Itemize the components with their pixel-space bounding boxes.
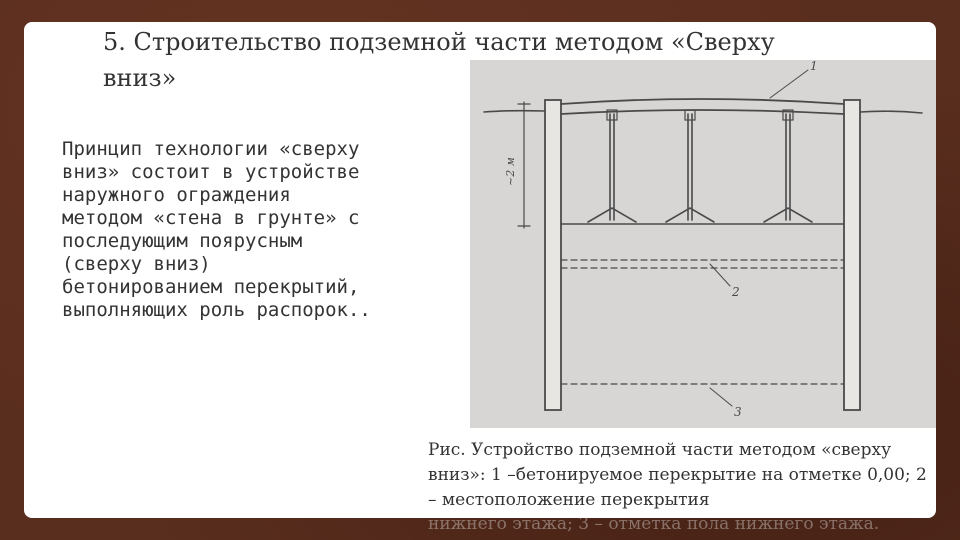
- label-3: 3: [734, 405, 742, 419]
- ground-line-left: [484, 111, 545, 112]
- leader-2: [710, 264, 730, 286]
- ground-line-right: [860, 111, 922, 113]
- slide-title: 5. Строительство подземной части методом «Сверху вниз»: [103, 28, 775, 92]
- top-slab-top: [561, 99, 844, 104]
- figure-caption-overflow: нижнего этажа; 3 – отметка пола нижнего этажа.: [428, 514, 880, 534]
- slide: [24, 22, 936, 534]
- column-3: [764, 110, 812, 222]
- leader-1: [770, 70, 808, 98]
- label-1: 1: [810, 59, 818, 73]
- construction-diagram: [470, 60, 936, 428]
- right-wall: [844, 100, 860, 410]
- leader-3: [710, 388, 732, 406]
- label-2: 2: [732, 285, 740, 299]
- top-slab-bottom: [561, 110, 844, 114]
- figure-caption: Рис. Устройство подземной части методом «сверху вниз»: 1 –бетонируемое перекрытие на отметке 0,00; 2 – местоположение перекрытия: [428, 440, 927, 510]
- column-1: [588, 110, 636, 222]
- left-wall: [545, 100, 561, 410]
- column-2: [666, 110, 714, 222]
- body-text: Принцип технологии «сверху вниз» состоит в устройстве наружного ограждения методом «стена в грунте» с последующим поярусным (сверху вниз) бетонированием перекрытий, выполняющих роль распорок..: [62, 138, 371, 321]
- dimension-label: ~2 м: [504, 157, 517, 186]
